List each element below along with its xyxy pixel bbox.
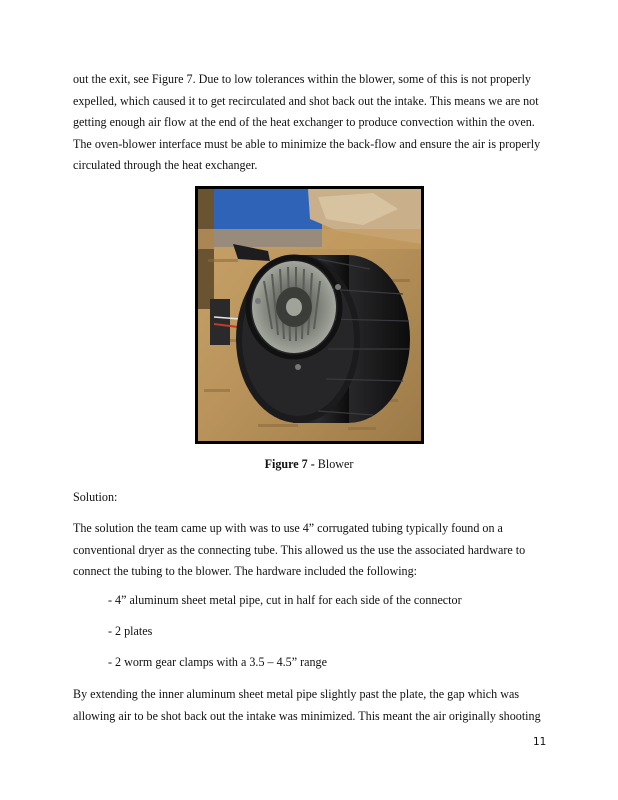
blower-photo bbox=[195, 186, 424, 444]
text-line: expelled, which caused it to get recirculated and shot back out the intake. This means we are not bbox=[73, 93, 539, 108]
hardware-list-item: - 4” aluminum sheet metal pipe, cut in half for each side of the connector bbox=[108, 593, 462, 607]
text-line: circulated through the heat exchanger. bbox=[73, 158, 258, 172]
text-line: allowing air to be shot back out the intake was minimized. This meant the air originally shooting bbox=[73, 708, 541, 723]
text-line: conventional dryer as the connecting tube. This allowed us the use the associated hardware to bbox=[73, 542, 526, 557]
paragraph-extension-result bbox=[73, 684, 551, 727]
text-line: getting enough air flow at the end of the heat exchanger to produce convection within the oven. bbox=[73, 115, 535, 129]
figure-caption-label: Figure 7 - bbox=[264, 457, 315, 471]
hardware-list-item: - 2 worm gear clamps with a 3.5 – 4.5” range bbox=[108, 655, 327, 669]
text-line: By extending the inner aluminum sheet metal pipe slightly past the plate, the gap which was bbox=[73, 687, 520, 701]
figure-caption-text: Blower bbox=[314, 457, 354, 471]
text-line: The oven-blower interface must be able to minimize the back-flow and ensure the air is properly bbox=[73, 136, 541, 151]
blower-photo-illustration bbox=[198, 189, 421, 441]
page-number: 11 bbox=[533, 736, 547, 748]
hardware-list-item: - 2 plates bbox=[108, 624, 153, 638]
text-line: out the exit, see Figure 7. Due to low tolerances within the blower, some of this is not properly bbox=[73, 72, 531, 86]
figure-caption bbox=[0, 457, 618, 472]
paragraph-solution bbox=[73, 518, 551, 583]
solution-heading: Solution: bbox=[73, 490, 118, 504]
text-line: connect the tubing to the blower. The hardware included the following: bbox=[73, 564, 418, 578]
text-line: The solution the team came up with was to use 4” corrugated tubing typically found on a bbox=[73, 521, 503, 535]
paragraph-exit-backflow bbox=[73, 69, 551, 177]
